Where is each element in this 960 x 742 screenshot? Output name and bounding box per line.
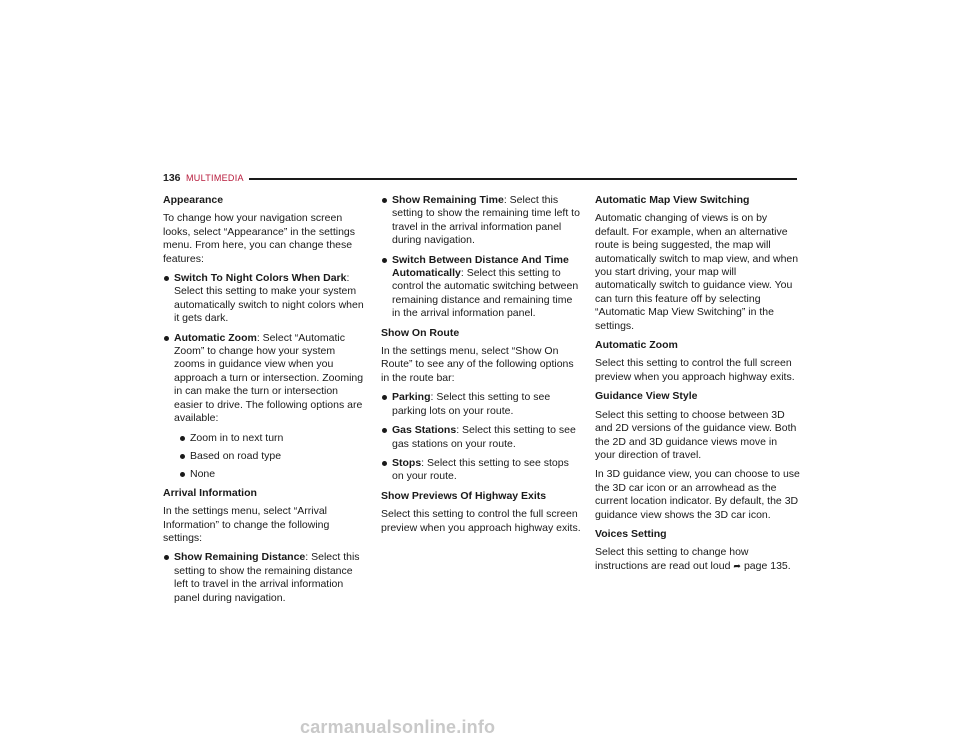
voices-setting-heading: Voices Setting bbox=[595, 527, 667, 540]
night-colors-desc: : Select this setting to make your system automatically switch to night colors when it gets dark. bbox=[174, 272, 364, 325]
arrival-heading: Arrival Information bbox=[163, 486, 257, 499]
show-on-route-intro: In the settings menu, select “Show On Route” to see any of the following options in the route bar: bbox=[381, 345, 574, 384]
automatic-zoom-body: Select this setting to control the full screen preview when you approach highway exits. bbox=[595, 357, 795, 383]
gas-stations-term: Gas Stations bbox=[392, 424, 457, 437]
night-colors-term: Switch To Night Colors When Dark bbox=[174, 272, 347, 285]
remaining-time-desc: : Select this setting to show the remaining time left to travel in the arrival information panel during navigation. bbox=[392, 194, 580, 247]
list-item bbox=[163, 272, 368, 326]
column-1 bbox=[163, 194, 368, 611]
switch-desc: : Select this setting to control the automatic switching between remaining distance and remaining time in the arrival information panel. bbox=[392, 267, 579, 320]
zoom-option: None bbox=[179, 468, 368, 481]
appearance-heading: Appearance bbox=[163, 194, 224, 206]
gas-stations-desc: : Select this setting to see gas stations on your route. bbox=[392, 424, 576, 450]
highway-exits-body: Select this setting to control the full screen preview when you approach highway exits. bbox=[381, 508, 581, 534]
remaining-distance-term: Show Remaining Distance bbox=[174, 551, 306, 564]
automatic-zoom-desc: : Select “Automatic Zoom” to change how your system zooms in guidance view when you approach a turn or intersection. Zooming in can make the turn or intersection easier to drive. The following options are available: bbox=[174, 331, 364, 425]
zoom-options-list bbox=[163, 432, 368, 482]
list-item bbox=[381, 391, 583, 418]
parking-desc: : Select this setting to see parking lots on your route. bbox=[392, 391, 551, 417]
remaining-time-term: Show Remaining Time bbox=[392, 194, 504, 206]
switch-term: Switch Between Distance And Time Automatically bbox=[392, 253, 569, 280]
column-3 bbox=[595, 194, 800, 579]
guidance-view-style-heading: Guidance View Style bbox=[595, 390, 698, 403]
list-item bbox=[163, 332, 368, 426]
highway-exits-heading: Show Previews Of Highway Exits bbox=[381, 489, 547, 502]
list-item bbox=[381, 457, 583, 484]
arrival-list bbox=[163, 551, 368, 605]
column-2 bbox=[381, 194, 583, 541]
remaining-distance-desc: : Select this setting to show the remaining distance left to travel in the arrival information panel during navigation. bbox=[174, 551, 360, 604]
arrival-intro: In the settings menu, select “Arrival Information” to change the following settings: bbox=[163, 505, 330, 544]
page-reference-arrow-icon: ➦ bbox=[733, 560, 741, 571]
watermark: carmanualsonline.info bbox=[300, 717, 496, 737]
guidance-view-style-body-2: In 3D guidance view, you can choose to use the 3D car icon or an arrowhead as the current location indicator. By default, the 3D guidance view shows the 3D car icon. bbox=[595, 468, 800, 521]
arrival-list-continued bbox=[381, 194, 583, 321]
page-header bbox=[163, 172, 797, 186]
stops-desc: : Select this setting to see stops on your route. bbox=[392, 456, 569, 483]
list-item bbox=[381, 254, 583, 321]
show-on-route-heading: Show On Route bbox=[381, 326, 460, 339]
voices-page-reference[interactable]: page 135. bbox=[743, 559, 791, 572]
appearance-list bbox=[163, 272, 368, 425]
guidance-view-style-body-1: Select this setting to choose between 3D and 2D versions of the guidance view. Both the 2D and 3D guidance views move in your direction of travel. bbox=[595, 408, 797, 461]
map-view-switching-heading: Automatic Map View Switching bbox=[595, 194, 750, 206]
list-item bbox=[381, 194, 583, 248]
header-rule bbox=[249, 178, 797, 180]
route-options-list bbox=[381, 391, 583, 483]
page-number: 136 bbox=[163, 172, 181, 184]
automatic-zoom-heading: Automatic Zoom bbox=[595, 339, 678, 352]
stops-term: Stops bbox=[392, 456, 422, 469]
zoom-option: Zoom in to next turn bbox=[179, 432, 368, 445]
list-item bbox=[381, 424, 583, 451]
appearance-intro: To change how your navigation screen looks, select “Appearance” in the settings menu. From here, you can change these features: bbox=[163, 212, 356, 265]
parking-term: Parking bbox=[392, 391, 431, 404]
voices-setting-body bbox=[595, 546, 800, 573]
list-item bbox=[163, 551, 368, 605]
map-view-switching-body: Automatic changing of views is on by default. For example, when an alternative route is being suggested, the map will automatically switch to map view, and when you start driving, your map will automatically switch to guidance view. You can turn this feature off by selecting “Automatic Map View Switching” in the settings. bbox=[595, 212, 799, 332]
voices-setting-text: Select this setting to change how instructions are read out loud bbox=[595, 546, 749, 572]
automatic-zoom-term: Automatic Zoom bbox=[174, 331, 257, 344]
zoom-option: Based on road type bbox=[179, 450, 368, 463]
section-title: MULTIMEDIA bbox=[186, 173, 244, 183]
